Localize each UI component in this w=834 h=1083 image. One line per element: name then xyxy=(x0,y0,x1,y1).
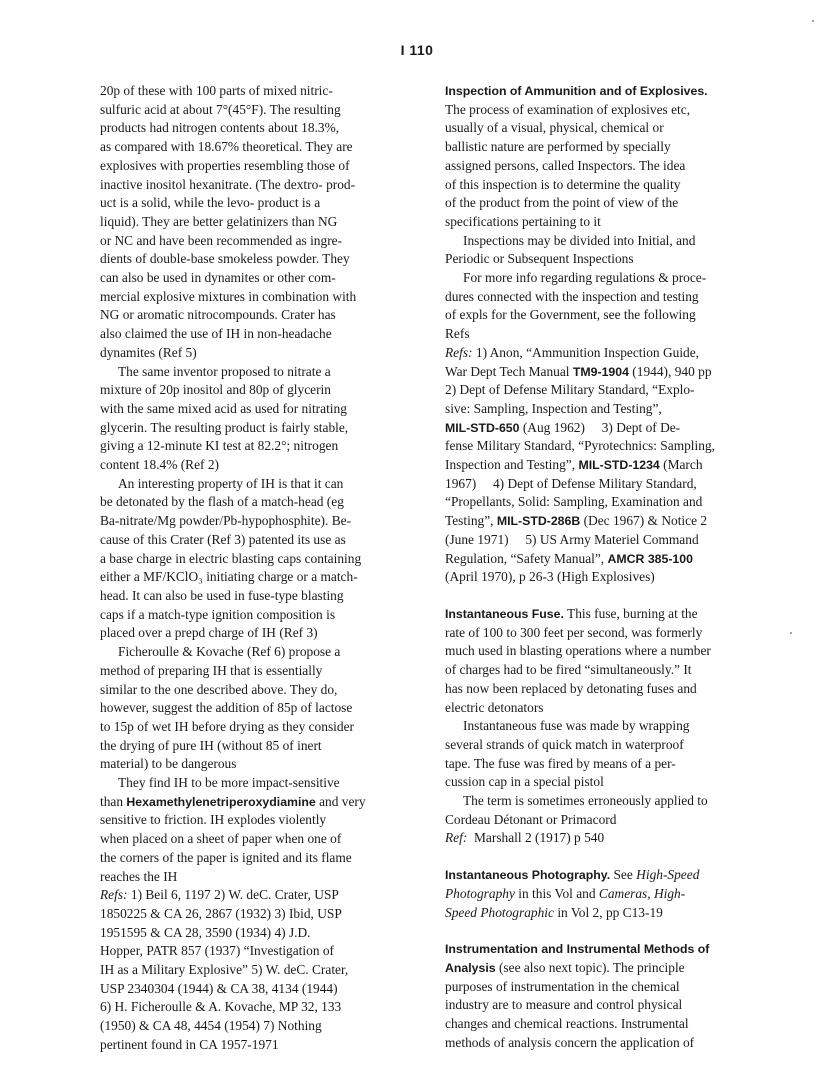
text-line: electric detonators xyxy=(445,699,544,715)
text-line: An interesting property of IH is that it can xyxy=(118,475,344,491)
text-line: giving a 12-minute KI test at 82.2°; nitrogen xyxy=(100,438,339,454)
text-line xyxy=(445,550,770,569)
text-run: This fuse, burning at the xyxy=(567,605,698,621)
text-line: The same inventor proposed to nitrate a xyxy=(118,363,331,379)
paragraph-inositol-nitration xyxy=(100,82,418,363)
text-line: tape. The fuse was fired by means of a per- xyxy=(445,755,676,771)
text-line: also claimed the use of IH in non-headache xyxy=(100,326,332,342)
text-line: 1850225 & CA 26, 2867 (1932) 3) Ibid, USP xyxy=(100,905,342,921)
text-line: reaches the IH xyxy=(100,868,178,884)
text-line xyxy=(445,456,770,475)
text-line: to 15p of wet IH before drying as they consider xyxy=(100,718,354,734)
scan-speck xyxy=(790,632,792,634)
text-line: several strands of quick match in waterproof xyxy=(445,736,684,752)
entry-title: Instrumentation and Instrumental Methods of xyxy=(445,942,710,957)
text-line: usually of a visual, physical, chemical or xyxy=(445,120,664,136)
document-code: MIL-STD-1234 xyxy=(578,458,660,473)
text-line: dynamites (Ref 5) xyxy=(100,344,197,360)
text-line: the drying of pure IH (without 85 of inert xyxy=(100,737,322,753)
text-line: however, suggest the addition of 85p of lactose xyxy=(100,700,353,716)
text-line: 2) Dept of Defense Military Standard, “Explo- xyxy=(445,382,695,398)
text-line: methods of analysis concern the application of xyxy=(445,1034,695,1050)
text-line: Refs xyxy=(445,326,470,342)
text-line: when placed on a sheet of paper when one of xyxy=(100,831,342,847)
document-code: AMCR 385-100 xyxy=(607,551,693,566)
entry-instrumentation xyxy=(445,940,770,1052)
text-line: as compared with 18.67% theoretical. They are xyxy=(100,139,353,155)
paragraph-ficheroulle-method xyxy=(100,643,418,774)
entry-instantaneous-fuse xyxy=(445,605,770,848)
text-line: a base charge in electric blasting caps containing xyxy=(100,550,362,566)
text-line: mercial explosive mixtures in combination with xyxy=(100,288,357,304)
text-line: Cordeau Détonant or Primacord xyxy=(445,811,617,827)
text-run: Marshall 2 (1917) p 540 xyxy=(474,830,605,846)
text-line: dures connected with the inspection and testing xyxy=(445,288,699,304)
text-line: assigned persons, called Inspectors. The idea xyxy=(445,157,686,173)
text-line: The process of examination of explosives etc, xyxy=(445,101,691,117)
text-line: cussion cap in a special pistol xyxy=(445,774,604,790)
text-run: Regulation, “Safety Manual”, xyxy=(445,550,605,566)
cross-reference: Speed Photographic xyxy=(445,904,554,920)
text-line: uct is a solid, while the levo- product is a xyxy=(100,195,321,211)
text-line: of expls for the Government, see the following xyxy=(445,307,696,323)
spacer xyxy=(445,587,770,605)
text-line: the corners of the paper is ignited and its flame xyxy=(100,849,352,865)
text-line: Ba-nitrate/Mg powder/Pb-hypophosphite). Be- xyxy=(100,513,352,529)
text-run: Testing”, xyxy=(445,513,494,529)
text-line xyxy=(445,344,770,363)
text-line: IH as a Military Explosive” 5) W. deC. Crater, xyxy=(100,962,349,978)
text-line: 1951595 & CA 28, 3590 (1934) 4) J.D. xyxy=(100,924,311,940)
text-line: purposes of instrumentation in the chemical xyxy=(445,978,680,994)
text-line: head. It can also be used in fuse-type blasting xyxy=(100,587,344,603)
text-line xyxy=(100,793,418,812)
text-line: Instantaneous fuse was made by wrapping xyxy=(463,718,690,734)
text-line: USP 2340304 (1944) & CA 38, 4134 (1944) xyxy=(100,980,338,996)
text-line: be detonated by the flash of a match-head (eg xyxy=(100,494,344,510)
text-run: (1944), 940 pp xyxy=(632,363,712,379)
text-run: 1) Anon, “Ammunition Inspection Guide, xyxy=(475,344,700,360)
text-line xyxy=(445,904,770,923)
spacer xyxy=(445,922,770,940)
text-line: NG or aromatic nitrocompounds. Crater has xyxy=(100,307,336,323)
text-line: 20p of these with 100 parts of mixed nitric- xyxy=(100,83,333,98)
text-run: (Dec 1967) & Notice 2 xyxy=(583,513,708,529)
text-line xyxy=(445,866,770,885)
text-line: They find IH to be more impact-sensitive xyxy=(118,775,340,791)
text-line: method of preparing IH that is essentially xyxy=(100,662,323,678)
text-run: See xyxy=(613,867,633,883)
text-line: fense Military Standard, “Pyrotechnics: Sampling, xyxy=(445,438,715,454)
text-line: mixture of 20p inositol and 80p of glycerin xyxy=(100,382,331,398)
text-run: in Vol 2, pp C13-19 xyxy=(557,904,663,920)
text-line: (1950) & CA 48, 4454 (1954) 7) Nothing xyxy=(100,1018,322,1034)
page-number: I 110 xyxy=(400,42,434,58)
paragraph-sensitivity xyxy=(100,774,418,886)
text-line: (June 1971) 5) US Army Materiel Command xyxy=(445,531,699,547)
text-line: similar to the one described above. They do, xyxy=(100,681,338,697)
text-line: 1967) 4) Dept of Defense Military Standard, xyxy=(445,475,697,491)
refs-label: Refs: xyxy=(100,887,128,903)
text-line xyxy=(445,829,770,848)
text-line: specifications pertaining to it xyxy=(445,213,601,229)
entry-inspection xyxy=(445,82,770,587)
paragraph-detonation-property xyxy=(100,475,418,643)
text-run: Inspection and Testing”, xyxy=(445,457,576,473)
entry-title: Analysis xyxy=(445,960,496,975)
text-line: caps if a match-type ignition composition is xyxy=(100,606,336,622)
text-line: changes and chemical reactions. Instrumental xyxy=(445,1016,689,1032)
text-line: inactive inositol hexanitrate. (The dextro- prod- xyxy=(100,176,356,192)
text-line: rate of 100 to 300 feet per second, was formerly xyxy=(445,624,703,640)
text-line xyxy=(445,512,770,531)
text-line: products had nitrogen contents about 18.3%, xyxy=(100,120,340,136)
text-line: Hopper, PATR 857 (1937) “Investigation of xyxy=(100,943,335,959)
text-line: explosives with properties resembling those of xyxy=(100,157,350,173)
right-column xyxy=(445,82,770,1052)
text-line: or NC and have been recommended as ingre- xyxy=(100,232,343,248)
text-line: dients of double-base smokeless powder. They xyxy=(100,251,350,267)
cross-reference: Photography xyxy=(445,885,515,901)
text-line: glycerin. The resulting product is fairly stable, xyxy=(100,419,349,435)
document-code: MIL-STD-650 xyxy=(445,420,520,435)
text-run: than xyxy=(100,793,124,809)
text-run: (March xyxy=(663,457,703,473)
text-line: of the product from the point of view of the xyxy=(445,195,679,211)
left-column xyxy=(100,82,418,1055)
entry-title: Inspection of Ammunition and of Explosives. xyxy=(445,84,708,98)
text-line: industry are to measure and control physical xyxy=(445,997,683,1013)
text-line: Periodic or Subsequent Inspections xyxy=(445,251,634,267)
text-line: Ficheroulle & Kovache (Ref 6) propose a xyxy=(118,644,341,660)
text-run: in this Vol and xyxy=(518,885,596,901)
text-line: liquid). They are better gelatinizers than NG xyxy=(100,213,338,229)
cross-reference: High-Speed xyxy=(636,867,700,883)
entry-title: Instantaneous Fuse. xyxy=(445,606,564,621)
text-line xyxy=(445,605,770,624)
references-inositol xyxy=(100,886,418,1054)
text-line xyxy=(445,363,770,382)
refs-label: Refs: xyxy=(445,344,473,360)
text-line: The term is sometimes erroneously applied to xyxy=(463,793,708,809)
text-line: with the same mixed acid as used for nitrating xyxy=(100,400,347,416)
ref-label: Ref: xyxy=(445,830,468,846)
text-run: (see also next topic). The principle xyxy=(498,959,685,975)
document-code: TM9-1904 xyxy=(572,364,629,379)
text-line: cause of this Crater (Ref 3) patented its use as xyxy=(100,531,346,547)
text-line: sulfuric acid at about 7°(45°F). The resulting xyxy=(100,101,341,117)
document-code: MIL-STD-286B xyxy=(496,514,581,529)
text-line xyxy=(445,419,770,438)
text-line: has now been replaced by detonating fuses and xyxy=(445,680,697,696)
entry-title: Instantaneous Photography. xyxy=(445,868,611,883)
cross-reference-term: Hexamethylenetriperoxydiamine xyxy=(126,794,316,809)
text-line: Inspections may be divided into Initial, and xyxy=(463,232,696,248)
text-line xyxy=(100,886,418,905)
text-line: content 18.4% (Ref 2) xyxy=(100,457,219,473)
text-line: can also be used in dynamites or other com- xyxy=(100,270,336,286)
text-run: (Aug 1962) 3) Dept of De- xyxy=(522,419,681,435)
text-line: either a MF/KClO₃ initiating charge or a match- xyxy=(100,569,358,585)
text-line: pertinent found in CA 1957-1971 xyxy=(100,1036,279,1052)
text-line: material) to be dangerous xyxy=(100,756,237,772)
text-line: much used in blasting operations where a number xyxy=(445,643,711,659)
text-line: sive: Sampling, Inspection and Testing”, xyxy=(445,400,662,416)
text-run: and very xyxy=(319,793,366,809)
entry-instantaneous-photography xyxy=(445,866,770,922)
text-line: placed over a prepd charge of IH (Ref 3) xyxy=(100,625,318,641)
text-line xyxy=(445,959,770,978)
text-line: For more info regarding regulations & proce- xyxy=(463,270,707,286)
text-line: of charges had to be fired “simultaneously.” It xyxy=(445,662,692,678)
scan-speck xyxy=(812,20,814,22)
text-line: of this inspection is to determine the quality xyxy=(445,176,681,192)
text-line: “Propellants, Solid: Sampling, Examination and xyxy=(445,494,703,510)
cross-reference: Cameras, High- xyxy=(598,885,686,901)
text-run: War Dept Tech Manual xyxy=(445,363,570,379)
text-line xyxy=(445,885,770,904)
text-line: 6) H. Ficheroulle & A. Kovache, MP 32, 133 xyxy=(100,999,342,1015)
text-line: (April 1970), p 26-3 (High Explosives) xyxy=(445,569,655,585)
paragraph-glycerin-mixture xyxy=(100,363,418,475)
text-line: ballistic nature are performed by specially xyxy=(445,139,671,155)
text-run: 1) Beil 6, 1197 2) W. deC. Crater, USP xyxy=(130,887,339,903)
spacer xyxy=(445,848,770,866)
text-line: sensitive to friction. IH explodes violently xyxy=(100,812,327,828)
